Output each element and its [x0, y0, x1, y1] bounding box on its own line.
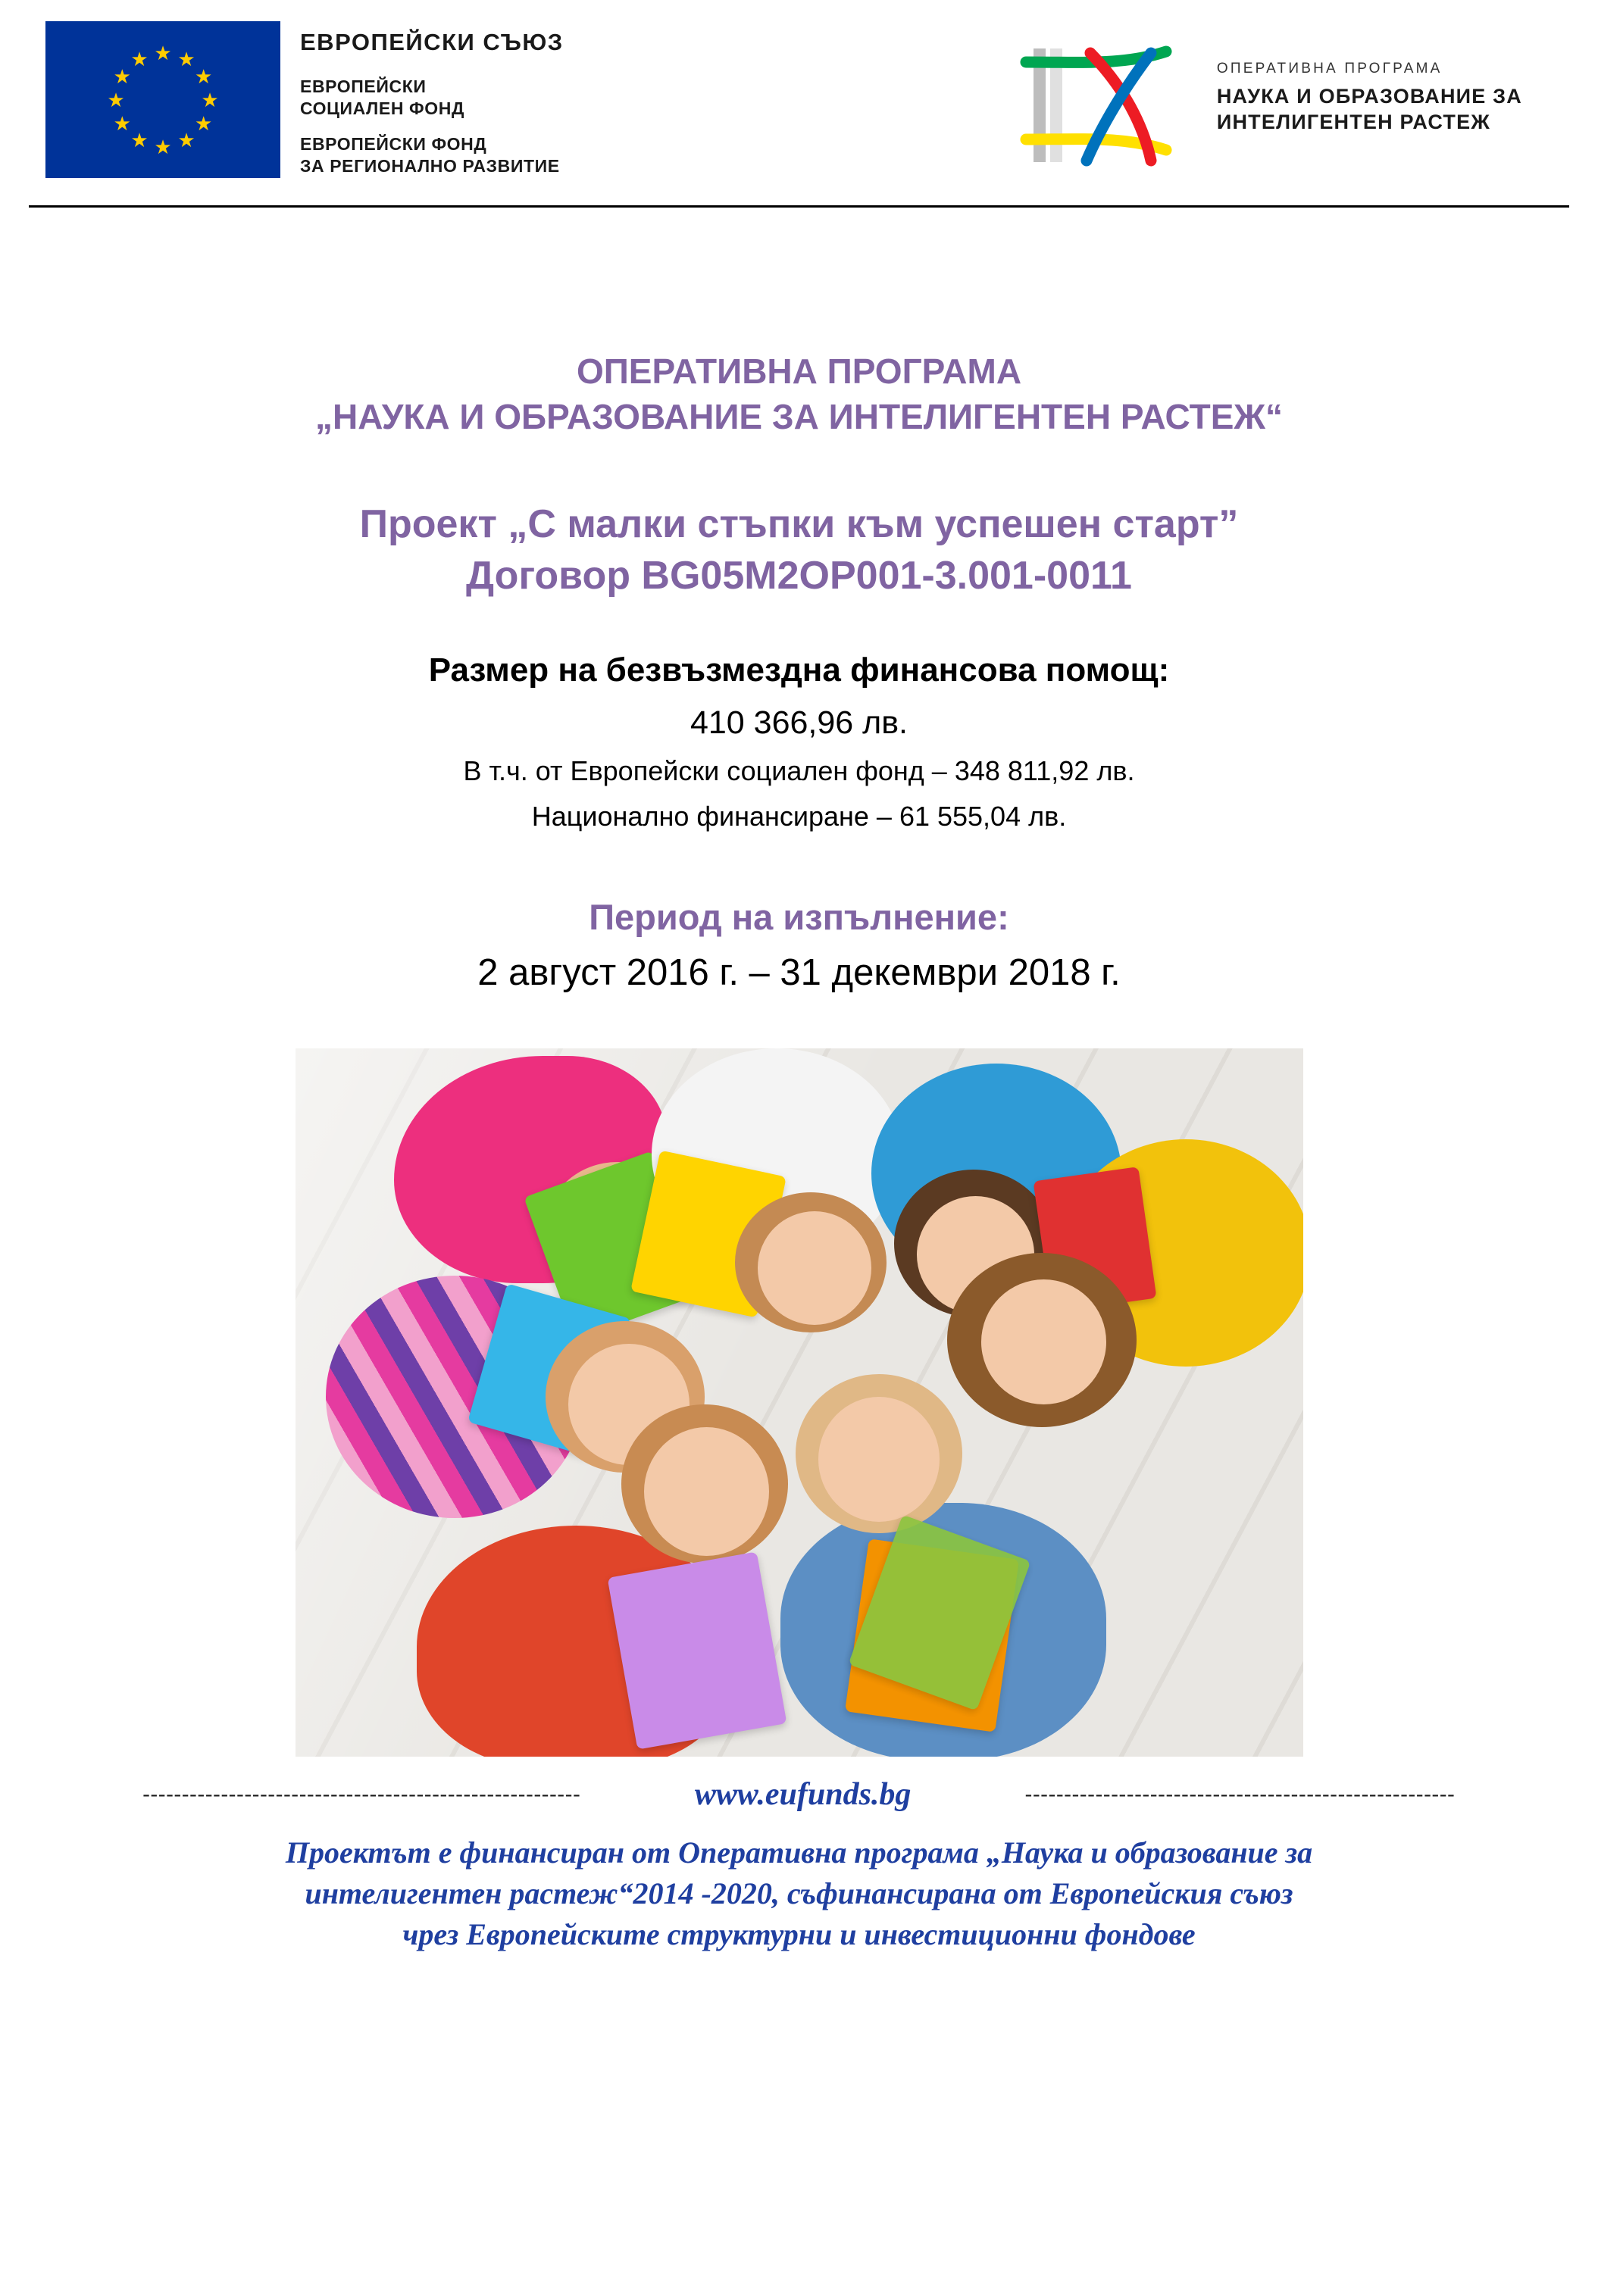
eu-star-icon: ★ — [177, 129, 195, 152]
grant-label: Размер на безвъзмездна финансова помощ: — [428, 651, 1170, 689]
photo-book — [607, 1551, 786, 1749]
grant-amount: 410 366,96 лв. — [690, 704, 908, 741]
photo-child-head — [644, 1427, 769, 1556]
eufunds-link[interactable]: www.eufunds.bg — [694, 1777, 912, 1812]
period-value: 2 август 2016 г. – 31 декември 2018 г. — [477, 952, 1121, 993]
period-label: Период на изпълнение: — [589, 897, 1009, 937]
website-line — [39, 1776, 1559, 1813]
program-heading — [45, 348, 1553, 439]
eu-star-icon: ★ — [154, 135, 172, 158]
op-logo-subtitle: ОПЕРАТИВНА ПРОГРАМА — [1216, 61, 1443, 77]
dashes-left: -------------------------------------------------------- — [142, 1782, 581, 1806]
eu-star-icon: ★ — [177, 47, 195, 70]
eu-fund-line-2: СОЦИАЛЕН ФОНД — [300, 98, 464, 118]
document-footer — [0, 1776, 1598, 1955]
eu-fund-line-4: ЗА РЕГИОНАЛНО РАЗВИТИЕ — [300, 156, 560, 176]
program-heading-line-1: ОПЕРАТИВНА ПРОГРАМА — [576, 351, 1022, 391]
op-logo-text — [1217, 42, 1522, 135]
eu-star-icon: ★ — [130, 47, 149, 70]
eu-star-icon: ★ — [130, 129, 149, 152]
eu-title: ЕВРОПЕЙСКИ СЪЮЗ — [300, 29, 564, 55]
op-logo-title-1: НАУКА И ОБРАЗОВАНИЕ ЗА — [1216, 85, 1522, 108]
eu-star-icon: ★ — [154, 41, 172, 64]
photo-child-head — [981, 1279, 1106, 1404]
footer-disclaimer — [39, 1832, 1559, 1955]
eu-star-icon: ★ — [107, 88, 125, 111]
dashes-right: ------------------------------------------------------- — [1024, 1782, 1456, 1806]
footer-disclaimer-line-3: чрез Европейските структурни и инвестиционни фондове — [402, 1917, 1196, 1951]
eu-flag-icon — [45, 21, 280, 178]
eu-fund-line-3: ЕВРОПЕЙСКИ ФОНД — [300, 134, 487, 154]
children-photo — [296, 1048, 1303, 1757]
header-logos-row — [45, 21, 1553, 178]
eu-star-icon: ★ — [195, 111, 213, 135]
header-divider — [29, 205, 1569, 208]
eu-logo-text — [300, 21, 564, 177]
project-name: Проект „С малки стъпки към успешен старт” — [359, 502, 1239, 546]
photo-child-head — [818, 1397, 940, 1522]
footer-disclaimer-line-1: Проектът е финансиран от Оперативна програма „Наука и образование за — [285, 1835, 1313, 1870]
eu-star-icon: ★ — [201, 88, 219, 111]
photo-child-head — [758, 1211, 871, 1325]
contract-number: Договор BG05M2OP001-3.001-0011 — [466, 554, 1132, 598]
eu-star-icon: ★ — [113, 64, 131, 88]
eu-star-icon: ★ — [195, 64, 213, 88]
eu-text-spacer — [300, 120, 564, 133]
grant-esf-share: В т.ч. от Европейски социален фонд – 348 811,92 лв. — [463, 755, 1135, 786]
document-body — [0, 348, 1598, 1757]
document-header — [0, 0, 1598, 220]
program-heading-line-2: „НАУКА И ОБРАЗОВАНИЕ ЗА ИНТЕЛИГЕНТЕН РАСТЕЖ“ — [315, 397, 1283, 436]
project-heading — [45, 498, 1553, 601]
op-logo-title-2: ИНТЕЛИГЕНТЕН РАСТЕЖ — [1216, 111, 1490, 133]
footer-disclaimer-line-2: интелигентен растеж“2014 -2020, съфинансирана от Европейския съюз — [305, 1876, 1293, 1910]
eu-star-icon: ★ — [113, 111, 131, 135]
eu-fund-line-1: ЕВРОПЕЙСКИ — [300, 77, 427, 96]
grant-national-share: Национално финансиране – 61 555,04 лв. — [531, 801, 1067, 832]
op-program-icon — [1011, 42, 1200, 167]
op-logo-block — [1011, 21, 1553, 167]
eu-logo-block — [45, 21, 564, 178]
